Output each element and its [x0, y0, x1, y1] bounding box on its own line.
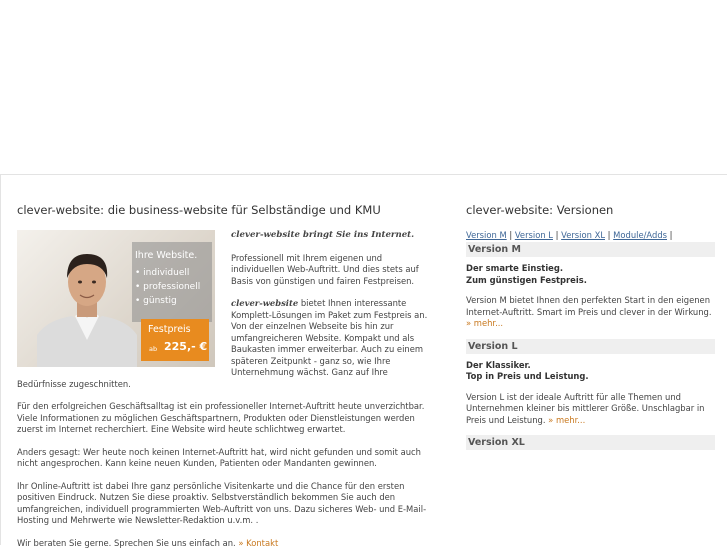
intro-paragraph: Professionell mit Ihrem eigenen und individuellen Web-Auftritt. Und dies stets auf Basis von günstigen und fairen Festpreisen. — [231, 252, 419, 286]
versions-nav — [466, 230, 715, 240]
nav-version-m[interactable]: Version M — [466, 230, 507, 240]
hero-title: Ihre Website. — [135, 250, 198, 261]
version-l-more-link[interactable]: » mehr... — [548, 414, 586, 425]
version-m-description — [466, 295, 715, 330]
nav-separator: | — [552, 230, 562, 240]
version-m-heading: Version M — [466, 242, 715, 257]
version-m-more-link[interactable]: » mehr... — [466, 318, 504, 328]
tagline-line: Der Klassiker. — [466, 359, 531, 370]
versions-column — [466, 203, 715, 456]
hero-item: • professionell — [135, 282, 201, 292]
version-m-tagline — [466, 263, 715, 286]
version-l-tagline — [466, 360, 715, 383]
version-l-heading: Version L — [466, 339, 715, 354]
description-text: Version M bietet Ihnen den perfekten Start in den eigenen Internet-Auftritt. Smart im Preis und clever in der Wirkung. — [466, 295, 712, 317]
nav-version-l[interactable]: Version L — [514, 230, 553, 240]
lead-text: clever-website bringt Sie ins Internet. — [231, 230, 415, 240]
contact-text: Wir beraten Sie gerne. Sprechen Sie uns einfach an. — [17, 537, 236, 548]
tagline-line: Der smarte Einstieg. — [466, 263, 564, 273]
anders-paragraph: Anders gesagt: Wer heute noch keinen Internet-Auftritt hat, wird nicht gefunden und somit auch nicht angesprochen. Kann keine neuen Kunden, Patienten oder Mandanten gewinnen. — [17, 446, 421, 468]
hero-item: • günstig — [135, 296, 177, 306]
hero-item: • individuell — [135, 268, 190, 278]
versions-title: clever-website: Versionen — [466, 203, 614, 217]
content-container — [0, 174, 727, 548]
badge-title: Festpreis — [148, 324, 191, 335]
description-text: Version L ist der ideale Auftritt für alle Themen und Unternehmen kleiner bis mittlerer Größe. Unschlagbar in Preis und Leistung. — [466, 391, 705, 425]
online-paragraph: Ihr Online-Auftritt ist dabei Ihre ganz persönliche Visitenkarte und die Chance für den ersten positiven Eindruck. Nutzen Sie diese proaktiv. Selbstverständlich bekommen Sie auch den umfangreichen, individuell programmierten Web-Auftritt von uns. Dazu sicheres Web- und E-Mail-Hosting und Mehrwerte wie Newsletter-Redaktion u.v.m. . — [17, 480, 427, 525]
nav-version-xl[interactable]: Version XL — [561, 230, 605, 240]
top-blank-area — [0, 0, 727, 174]
main-column — [17, 203, 435, 560]
offer-text: bietet Ihnen interessante Komplett-Lösungen im Paket zum Festpreis an. Von der einzelnen Webseite bis hin zur umfangreicheren Website. Kompakt und als Baukasten immer erweiterbar. Auch zu einem späteren Zeitpunkt - ganz so, wie Ihre Unternehmung wächst. Ganz auf Ihre Bedürfnisse zugeschnitten. — [17, 298, 428, 389]
contact-link[interactable]: » Kontakt — [238, 537, 279, 548]
badge-ab: ab — [149, 345, 158, 353]
main-title: clever-website: die business-website für Selbständige und KMU — [17, 203, 381, 217]
contact-paragraph — [17, 538, 435, 550]
nav-separator: | — [667, 230, 673, 240]
nav-separator: | — [506, 230, 515, 240]
nav-module-adds[interactable]: Module/Adds — [613, 230, 668, 240]
nav-separator: | — [605, 230, 614, 240]
businessman-photo-icon — [37, 240, 137, 367]
version-xl-heading: Version XL — [466, 435, 715, 450]
brand-name: clever-website — [231, 298, 299, 308]
tagline-line: Zum günstigen Festpreis. — [466, 274, 587, 285]
badge-price: 225,- € — [164, 340, 208, 353]
hero-image — [17, 230, 215, 367]
business-paragraph: Für den erfolgreichen Geschäftsalltag ist ein professioneller Internet-Auftritt heute unverzichtbar. Viele Informationen zu möglichen Geschäftspartnern, Produkten oder Dienstleistungen werden zuerst im Internet recherchiert. Eine Website wird heute schlichtweg erwartet. — [17, 401, 425, 434]
version-l-description — [466, 392, 715, 427]
tagline-line: Top in Preis und Leistung. — [466, 371, 589, 381]
